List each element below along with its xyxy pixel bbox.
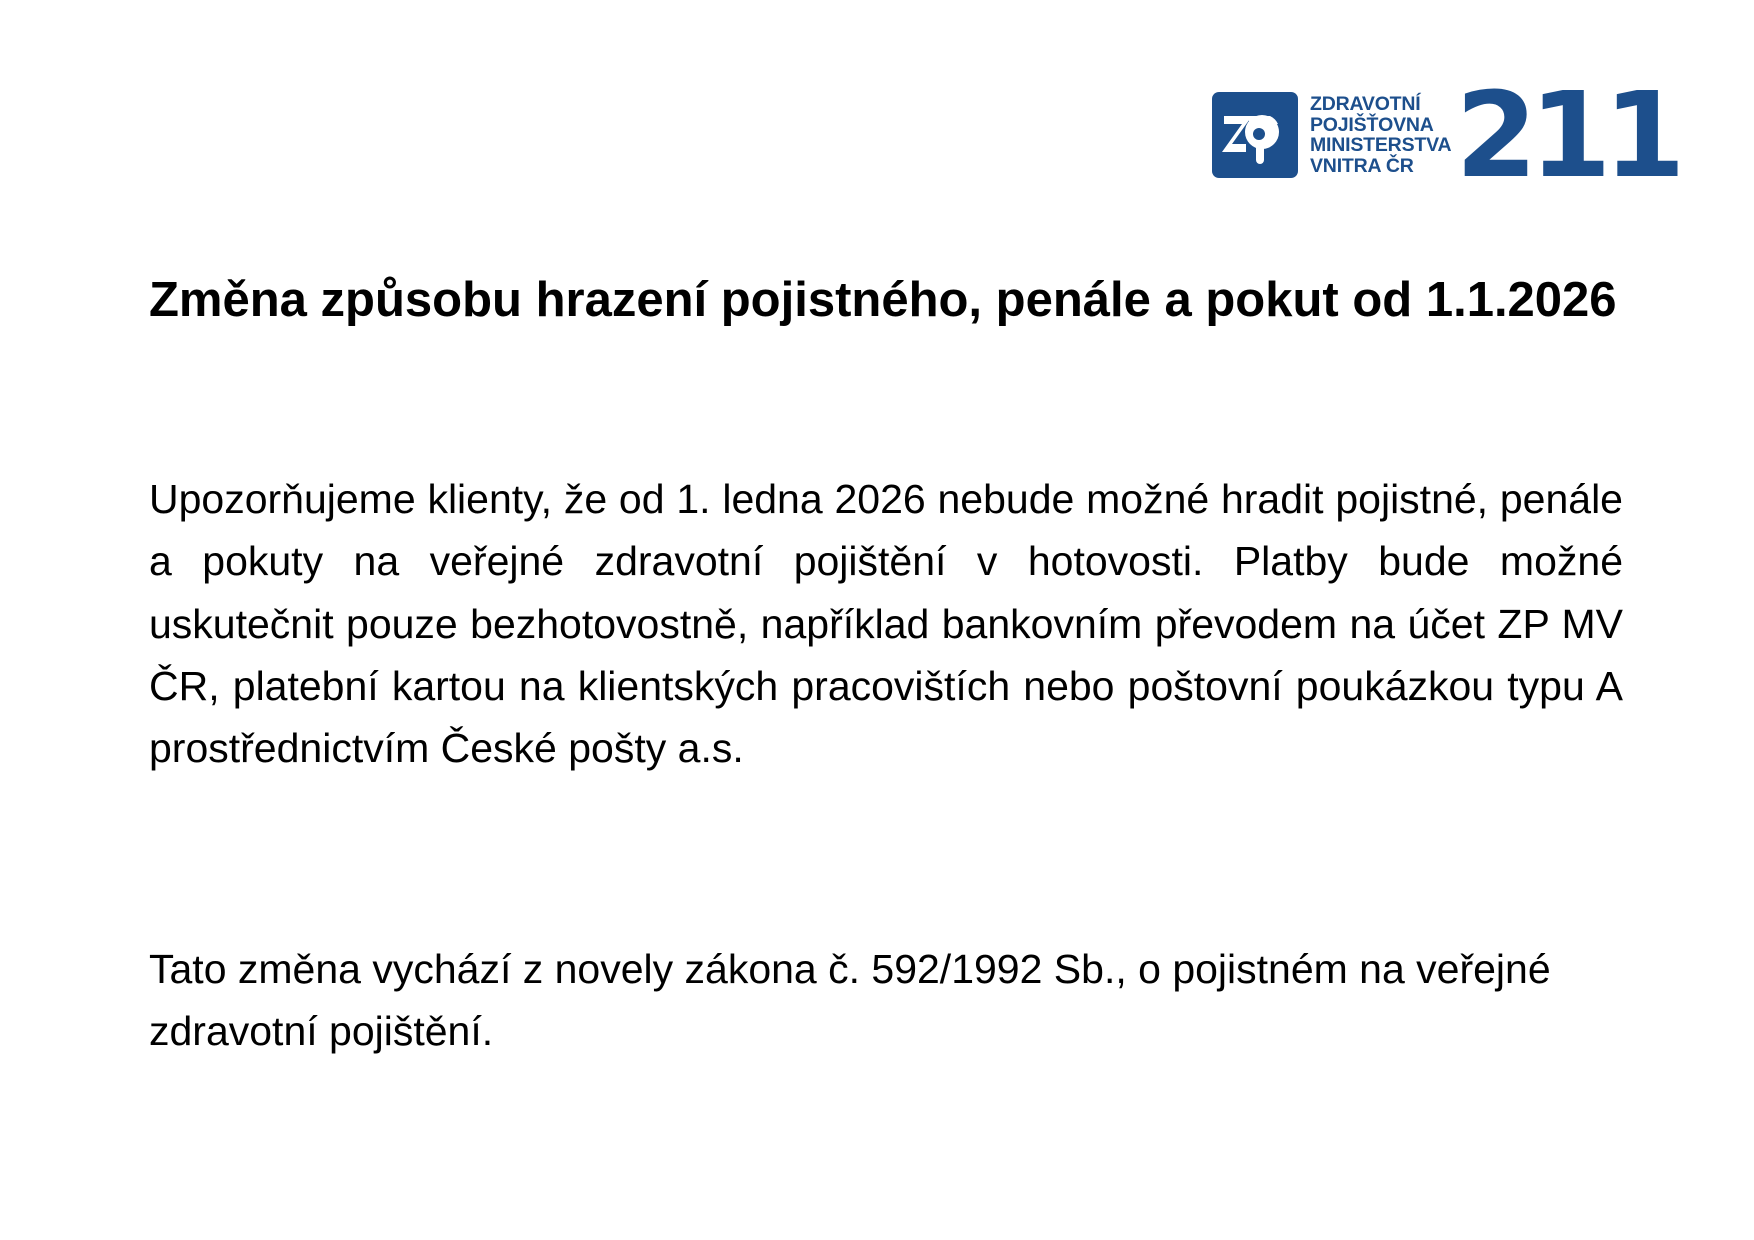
paragraph-legal-basis: Tato změna vychází z novely zákona č. 592/1992 Sb., o pojistném na veřejné zdravotní pojištění. (149, 946, 1551, 1055)
logo-text-line: MINISTERSTVA (1310, 134, 1452, 156)
logo-text-line: POJIŠŤOVNA (1310, 113, 1434, 136)
zp-mv-cr-logo (1212, 66, 1678, 204)
logo-text (1310, 92, 1451, 178)
logo-text-line: ZDRAVOTNÍ (1310, 93, 1421, 115)
zp-logo-mark-icon (1212, 92, 1298, 178)
paragraph-payment-change: Upozorňujeme klienty, že od 1. ledna 2026 nebude možné hradit pojistné, penále a pokuty na veřejné zdravotní pojištění v hotovosti. Platby bude možné uskutečnit pouze bezhotovostně, například bankovním převodem na účet ZP MV ČR, platební kartou na klientských pracovištích nebo poštovní poukázkou typu A prostřednictvím České pošty a.s. (149, 476, 1623, 772)
logo-number: 211 (1455, 66, 1678, 204)
logo-text-line: VNITRA ČR (1310, 154, 1414, 177)
document-title: Změna způsobu hrazení pojistného, penále a pokut od 1.1.2026 (149, 273, 1617, 327)
